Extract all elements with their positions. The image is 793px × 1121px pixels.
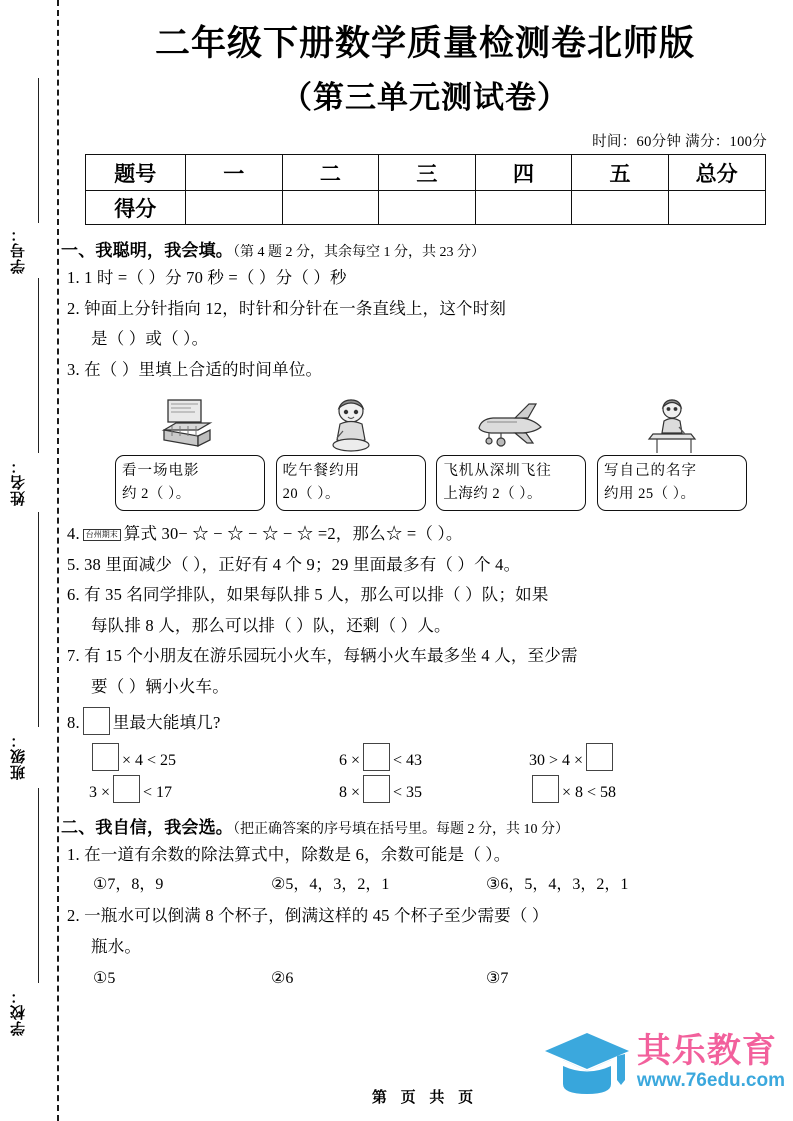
margin-rule-3 <box>38 512 39 727</box>
margin-label-school: 学校： <box>11 988 27 1036</box>
answer-box-expr-5[interactable] <box>363 775 390 803</box>
score-cell-4[interactable] <box>475 191 572 225</box>
score-cell-2[interactable] <box>282 191 379 225</box>
picture-caption-writing <box>597 455 747 511</box>
score-row-label: 题号 <box>85 155 185 191</box>
expr-4-before: 3 × <box>89 783 111 801</box>
section-2-title: 二、我自信，我会选。 <box>61 817 233 837</box>
airplane-icon <box>471 391 551 455</box>
picture-caption-cinema <box>115 455 265 511</box>
question-2-2-options <box>93 968 793 988</box>
score-col-5: 五 <box>572 155 669 191</box>
page-footer: 第 页 共 页 <box>371 1090 479 1106</box>
section-1-note: （第 4 题 2 分，其余每空 1 分，共 23 分） <box>233 245 485 260</box>
score-col-total: 总分 <box>668 155 765 191</box>
q8-expression-row-2 <box>89 775 793 803</box>
expr-2-before: 6 × <box>339 751 361 769</box>
graduation-cap-icon <box>541 1027 633 1099</box>
child-eating-icon <box>323 391 379 455</box>
question-1-6-line2: 每队排 8 人，那么可以排（ ）队，还剩（ ）人。 <box>91 615 451 635</box>
picture-cell-airplane <box>436 391 586 511</box>
option-2-1-c[interactable]: ③6，5，4，3，2，1 <box>486 876 629 894</box>
q8-expression-row-1 <box>89 743 793 771</box>
q8-expression-5 <box>339 775 529 803</box>
score-col-1: 一 <box>185 155 282 191</box>
expr-6-after: × 8 < 58 <box>562 783 617 801</box>
watermark-logo <box>541 1027 785 1099</box>
question-1-8-number: 8. <box>67 713 80 733</box>
expr-4-after: < 17 <box>143 783 173 801</box>
question-1-8 <box>67 707 793 739</box>
answer-box-expr-3[interactable] <box>586 743 613 771</box>
question-1-1: 1. 1 时 =（ ）分 70 秒 =（ ）分（ ）秒 <box>67 268 347 287</box>
score-col-2: 二 <box>282 155 379 191</box>
margin-rule-2 <box>38 278 39 453</box>
margin-rule-4 <box>38 788 39 983</box>
score-cell-1[interactable] <box>185 191 282 225</box>
option-2-1-b[interactable]: ②5，4，3，2，1 <box>271 876 390 894</box>
question-1-5: 5. 38 里面减少（ ），正好有 4 个 9；29 里面最多有（ ）个 4。 <box>67 554 521 574</box>
exam-meta: 时间：60分钟 满分：100分 <box>592 134 767 150</box>
question-1-7-line2: 要（ ）辆小火车。 <box>91 676 229 696</box>
writing-line-2: 约用 25（ ）。 <box>603 485 696 502</box>
q8-expression-4 <box>89 775 339 803</box>
child-writing-icon <box>641 391 703 455</box>
question-1-8-text: 里最大能填几? <box>112 713 221 733</box>
cinema-icon <box>156 391 224 455</box>
eating-line-2: 20（ ）。 <box>282 485 341 502</box>
picture-cell-writing <box>597 391 747 511</box>
picture-cell-cinema <box>115 391 265 511</box>
expr-5-before: 8 × <box>339 783 361 801</box>
question-2-2-line2: 瓶水。 <box>91 936 142 956</box>
expr-1-after: × 4 < 25 <box>122 751 177 769</box>
watermark-brand: 其乐教育 <box>636 1032 777 1071</box>
section-1-heading <box>61 236 793 261</box>
page-subtitle: （第三单元测试卷） <box>281 80 569 115</box>
picture-caption-airplane <box>436 455 586 511</box>
answer-box-expr-2[interactable] <box>363 743 390 771</box>
watermark-text <box>637 1034 785 1092</box>
page-title: 二年级下册数学质量检测卷北师版 <box>154 24 695 63</box>
expr-3-before: 30 > 4 × <box>529 751 584 769</box>
question-2-1-options <box>93 871 793 894</box>
airplane-line-1: 飞机从深圳飞往 <box>443 463 552 480</box>
q8-expression-2 <box>339 743 529 771</box>
option-2-2-b[interactable]: ②6 <box>271 970 294 988</box>
score-cell-3[interactable] <box>379 191 476 225</box>
option-2-1-a[interactable]: ①7，8，9 <box>93 876 164 894</box>
section-1-title: 一、我聪明，我会填。 <box>61 241 233 260</box>
exam-source-badge: 台州期末 <box>83 529 121 541</box>
score-cell-total[interactable] <box>668 191 765 225</box>
question-1-4-text: 算式 30− ☆ − ☆ − ☆ − ☆ =2，那么☆ =（ ）。 <box>123 524 463 543</box>
cinema-line-1: 看一场电影 <box>122 463 200 480</box>
writing-line-1: 写自己的名字 <box>603 463 697 480</box>
picture-cell-eating <box>276 391 426 511</box>
margin-label-name: 姓名： <box>11 458 27 506</box>
table-row-scores <box>85 191 765 225</box>
watermark-url: www.76edu.com <box>636 1070 785 1092</box>
score-col-3: 三 <box>379 155 476 191</box>
expr-5-after: < 35 <box>393 783 423 801</box>
eating-line-1: 吃午餐约用 <box>282 463 361 480</box>
q8-expression-6 <box>529 775 729 803</box>
section-2-heading <box>61 813 793 838</box>
question-1-4 <box>67 519 793 550</box>
option-2-2-a[interactable]: ①5 <box>93 970 116 988</box>
question-2-1: 1. 在一道有余数的除法算式中，除数是 6，余数可能是（ ）。 <box>67 844 511 864</box>
picture-caption-eating <box>276 455 426 511</box>
question-1-6-line1: 6. 有 35 名同学排队，如果每队排 5 人，那么可以排（ ）队；如果 <box>67 585 549 605</box>
airplane-line-2: 上海约 2（ ）。 <box>443 485 543 502</box>
picture-options-row <box>115 391 747 511</box>
question-1-4-number: 4. <box>67 524 80 543</box>
q8-expression-1 <box>89 743 339 771</box>
margin-rule-1 <box>38 78 39 223</box>
score-table <box>85 154 766 225</box>
question-1-3: 3. 在（ ）里填上合适的时间单位。 <box>67 359 323 379</box>
score-cell-5[interactable] <box>572 191 669 225</box>
score-col-4: 四 <box>475 155 572 191</box>
exam-sheet <box>57 0 793 1121</box>
question-2-2-line1: 2. 一瓶水可以倒满 8 个杯子，倒满这样的 45 个杯子至少需要（ ） <box>67 906 549 926</box>
answer-box-expr-6[interactable] <box>532 775 559 803</box>
margin-label-student-id: 学号： <box>11 226 27 274</box>
margin-label-class: 班级： <box>11 732 27 780</box>
expr-2-after: < 43 <box>393 751 423 769</box>
table-row-header <box>85 155 765 191</box>
answer-box-expr-4[interactable] <box>113 775 140 803</box>
score-row-label-2: 得分 <box>85 191 185 225</box>
option-2-2-c[interactable]: ③7 <box>486 970 509 988</box>
answer-box-q8-title[interactable] <box>83 707 110 735</box>
question-1-2-line2: 是（ ）或（ ）。 <box>91 329 209 349</box>
q8-expression-3 <box>529 743 729 771</box>
section-2-note: （把正确答案的序号填在括号里。每题 2 分，共 10 分） <box>233 821 569 837</box>
answer-box-expr-1[interactable] <box>92 743 119 771</box>
cinema-line-2: 约 2（ ）。 <box>122 485 191 502</box>
question-1-2-line1: 2. 钟面上分针指向 12，时针和分针在一条直线上，这个时刻 <box>67 298 507 318</box>
question-1-7-line1: 7. 有 15 个小朋友在游乐园玩小火车，每辆小火车最多坐 4 人，至少需 <box>67 646 578 666</box>
